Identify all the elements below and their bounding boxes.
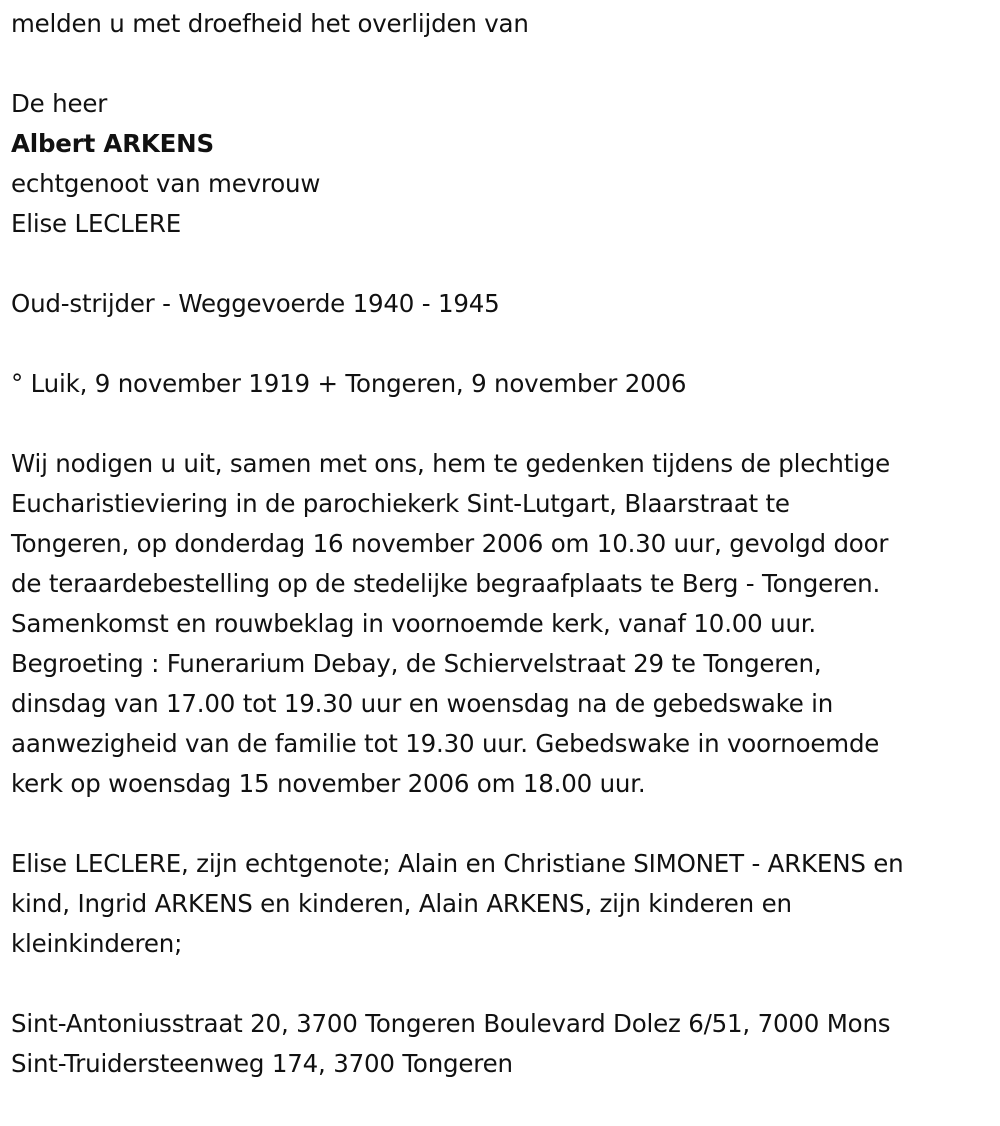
ceremony-line: dinsdag van 17.00 tot 19.30 uur en woensdag na de gebedswake in <box>11 689 834 718</box>
deceased-name: Albert ARKENS <box>11 129 214 158</box>
family-line: kind, Ingrid ARKENS en kinderen, Alain ARKENS, zijn kinderen en <box>11 889 792 918</box>
spacer <box>11 244 993 284</box>
ceremony-line: Samenkomst en rouwbeklag in voornoemde kerk, vanaf 10.00 uur. <box>11 609 817 638</box>
birth-death-dates: ° Luik, 9 november 1919 + Tongeren, 9 november 2006 <box>11 369 687 398</box>
distinction: Oud-strijder - Weggevoerde 1940 - 1945 <box>11 289 500 318</box>
spouse-label: echtgenoot van mevrouw <box>11 169 321 198</box>
family-line: kleinkinderen; <box>11 929 183 958</box>
death-notice <box>11 4 993 1084</box>
family-line: Elise LECLERE, zijn echtgenote; Alain en Christiane SIMONET - ARKENS en <box>11 849 904 878</box>
address-line: Sint-Antoniusstraat 20, 3700 Tongeren Boulevard Dolez 6/51, 7000 Mons <box>11 1009 891 1038</box>
ceremony-paragraph <box>11 444 993 804</box>
intro-text: melden u met droefheid het overlijden van <box>11 9 529 38</box>
spacer <box>11 804 993 844</box>
address-block <box>11 1004 993 1084</box>
spacer <box>11 404 993 444</box>
spouse-name: Elise LECLERE <box>11 209 181 238</box>
ceremony-line: aanwezigheid van de familie tot 19.30 uur. Gebedswake in voornoemde <box>11 729 880 758</box>
spacer <box>11 964 993 1004</box>
spacer <box>11 324 993 364</box>
ceremony-line: de teraardebestelling op de stedelijke begraafplaats te Berg - Tongeren. <box>11 569 881 598</box>
spacer <box>11 44 993 84</box>
ceremony-line: kerk op woensdag 15 november 2006 om 18.00 uur. <box>11 769 646 798</box>
family-paragraph <box>11 844 993 964</box>
ceremony-line: Begroeting : Funerarium Debay, de Schiervelstraat 29 te Tongeren, <box>11 649 822 678</box>
address-line: Sint-Truidersteenweg 174, 3700 Tongeren <box>11 1049 513 1078</box>
honorific: De heer <box>11 89 108 118</box>
ceremony-line: Eucharistieviering in de parochiekerk Sint-Lutgart, Blaarstraat te <box>11 489 790 518</box>
ceremony-line: Tongeren, op donderdag 16 november 2006 om 10.30 uur, gevolgd door <box>11 529 889 558</box>
ceremony-line: Wij nodigen u uit, samen met ons, hem te gedenken tijdens de plechtige <box>11 449 890 478</box>
